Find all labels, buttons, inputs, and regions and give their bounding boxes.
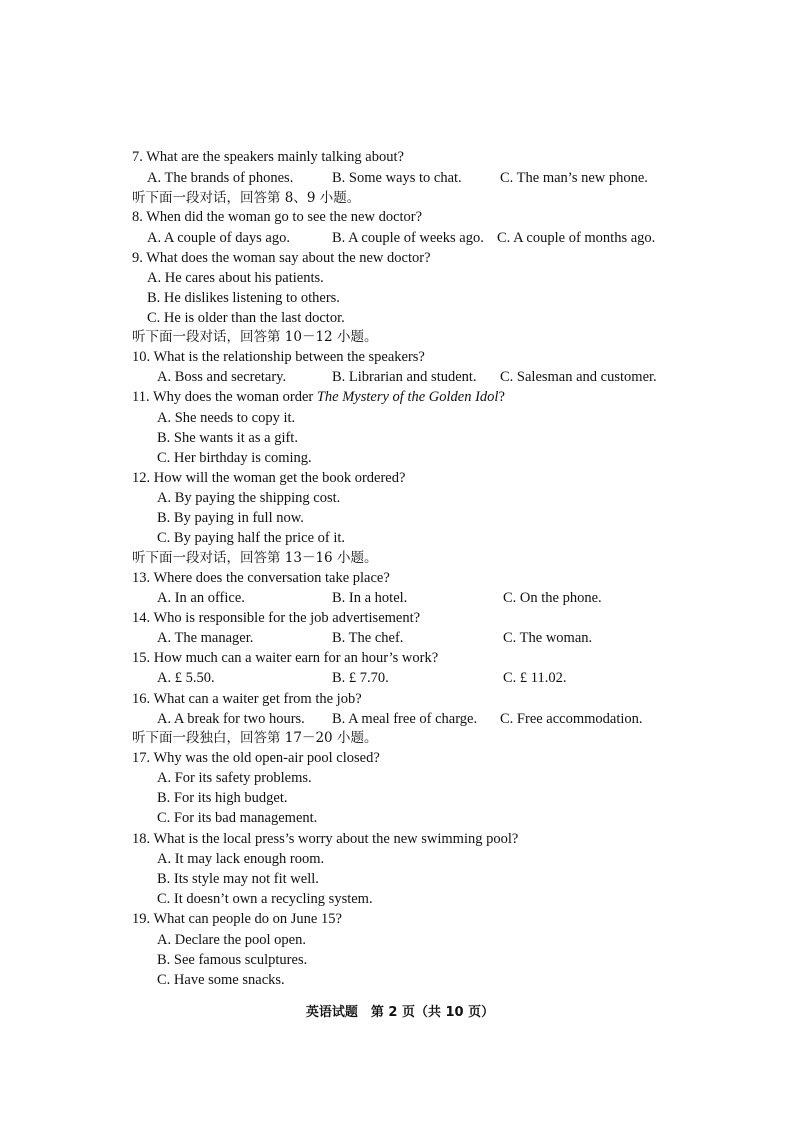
option-b: B. By paying in full now.	[157, 510, 304, 526]
option-c: C. He is older than the last doctor.	[147, 310, 345, 326]
option-a: A. In an office.	[157, 590, 245, 606]
question-8: 8. When did the woman go to see the new doctor?	[132, 209, 423, 225]
question-15: 15. How much can a waiter earn for an hour’s work?	[132, 650, 439, 666]
option-c: C. On the phone.	[503, 590, 602, 606]
question-12: 12. How will the woman get the book ordered?	[132, 470, 406, 486]
option-c: C. It doesn’t own a recycling system.	[157, 891, 373, 907]
question-10: 10. What is the relationship between the speakers?	[132, 349, 425, 365]
question-17: 17. Why was the old open-air pool closed?	[132, 750, 380, 766]
book-title: The Mystery of the Golden Idol	[316, 389, 499, 405]
question-mark: ?	[498, 389, 505, 405]
question-16: 16. What can a waiter get from the job?	[132, 691, 362, 707]
option-a: A. She needs to copy it.	[157, 410, 296, 426]
section-instruction: 听下面一段独白，回答第 17－20 小题。	[132, 730, 378, 746]
question-9: 9. What does the woman say about the new doctor?	[132, 250, 431, 266]
page-footer: 英语试题 第 2 页（共 10 页）	[305, 1005, 495, 1020]
option-c: C. For its bad management.	[157, 810, 318, 826]
question-19: 19. What can people do on June 15?	[132, 911, 342, 927]
option-a: A. By paying the shipping cost.	[157, 490, 341, 506]
section-instruction: 听下面一段对话，回答第 10－12 小题。	[132, 329, 378, 345]
option-a: A. He cares about his patients.	[147, 270, 324, 286]
option-b: B. She wants it as a gift.	[157, 430, 298, 446]
question-11-text: 11. Why does the woman order	[132, 389, 317, 405]
option-a: A. For its safety problems.	[157, 770, 312, 786]
option-a: A. Boss and secretary.	[157, 369, 287, 385]
question-10-options	[0, 367, 800, 387]
option-b: B. For its high budget.	[157, 790, 288, 806]
option-a: A. A couple of days ago.	[147, 230, 290, 246]
option-a: A. It may lack enough room.	[157, 851, 325, 867]
option-c: C. The man’s new phone.	[500, 170, 648, 186]
option-b: B. A couple of weeks ago.	[332, 230, 484, 246]
option-b: B. Its style may not fit well.	[157, 871, 319, 887]
option-a: A. The brands of phones.	[147, 170, 294, 186]
question-7: 7. What are the speakers mainly talking about?	[132, 149, 404, 165]
question-16-options	[0, 709, 800, 729]
option-c: C. The woman.	[503, 630, 593, 646]
option-a: A. The manager.	[157, 630, 254, 646]
question-11	[132, 387, 505, 407]
option-a: A. Declare the pool open.	[157, 932, 306, 948]
question-14-options	[0, 628, 800, 648]
question-13-options	[0, 588, 800, 608]
option-b: B. See famous sculptures.	[157, 952, 308, 968]
option-b: B. In a hotel.	[332, 590, 408, 606]
question-15-options	[0, 668, 800, 688]
option-c: C. Have some snacks.	[157, 972, 285, 988]
option-b: B. Librarian and student.	[332, 369, 477, 385]
option-b: B. A meal free of charge.	[332, 711, 478, 727]
option-c: C. A couple of months ago.	[497, 230, 656, 246]
option-a: A. A break for two hours.	[157, 711, 305, 727]
question-7-options	[0, 168, 800, 188]
question-8-options	[0, 228, 800, 248]
option-b: B. The chef.	[332, 630, 404, 646]
option-c: C. £ 11.02.	[503, 670, 567, 686]
option-c: C. Her birthday is coming.	[157, 450, 312, 466]
option-a: A. £ 5.50.	[157, 670, 215, 686]
option-c: C. Free accommodation.	[500, 711, 643, 727]
option-b: B. £ 7.70.	[332, 670, 389, 686]
question-18: 18. What is the local press’s worry about the new swimming pool?	[132, 831, 519, 847]
option-b: B. Some ways to chat.	[332, 170, 462, 186]
question-13: 13. Where does the conversation take place?	[132, 570, 390, 586]
section-instruction: 听下面一段对话，回答第 8、9 小题。	[132, 190, 361, 206]
option-b: B. He dislikes listening to others.	[147, 290, 340, 306]
option-c: C. By paying half the price of it.	[157, 530, 346, 546]
section-instruction: 听下面一段对话，回答第 13－16 小题。	[132, 550, 378, 566]
option-c: C. Salesman and customer.	[500, 369, 657, 385]
question-14: 14. Who is responsible for the job advertisement?	[132, 610, 421, 626]
